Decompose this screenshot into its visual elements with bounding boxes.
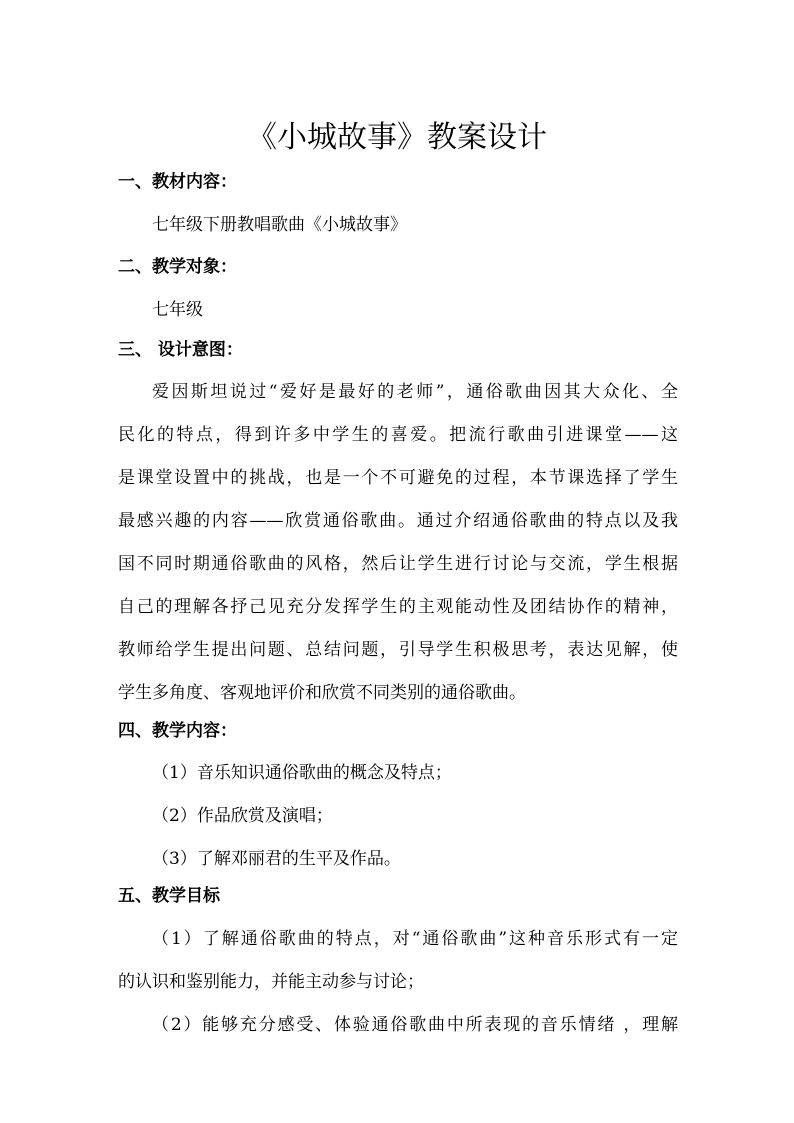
section-heading-teaching-audience: 二、教学对象： — [118, 257, 237, 277]
paragraph-line: 民化的特点，得到许多中学生的喜爱。把流行歌曲引进课堂——这 — [118, 425, 678, 445]
paragraph-line: 七年级 — [152, 300, 203, 320]
paragraph-line: 爱因斯坦说过“爱好是最好的老师”，通俗歌曲因其大众化、全 — [152, 382, 678, 402]
paragraph-line: 最感兴趣的内容——欣赏通俗歌曲。通过介绍通俗歌曲的特点以及我 — [118, 511, 678, 531]
paragraph-line: 的认识和鉴别能力，并能主动参与讨论； — [118, 972, 424, 992]
section-heading-teaching-material: 一、教材内容： — [118, 172, 237, 192]
paragraph-line: 国不同时期通俗歌曲的风格，然后让学生进行讨论与交流，学生根据 — [118, 554, 678, 574]
section-heading-design-intent: 三、 设计意图： — [118, 340, 243, 360]
paragraph-line: 自己的理解各抒己见充分发挥学生的主观能动性及团结协作的精神， — [118, 597, 678, 617]
paragraph-line: （1）了解通俗歌曲的特点，对“通俗歌曲”这种音乐形式有一定 — [152, 929, 678, 949]
list-item: （1）音乐知识通俗歌曲的概念及特点； — [152, 763, 452, 783]
paragraph-line: 是课堂设置中的挑战，也是一个不可避免的过程，本节课选择了学生 — [118, 468, 678, 488]
section-heading-teaching-goals: 五、教学目标 — [118, 886, 220, 906]
section-heading-teaching-content: 四、教学内容： — [118, 721, 237, 741]
paragraph-line: 学生多角度、客观地评价和欣赏不同类别的通俗歌曲。 — [118, 683, 526, 703]
paragraph-line: （2）能够充分感受、体验通俗歌曲中所表现的音乐情绪 ，理解 — [152, 1015, 678, 1035]
list-item: （2）作品欣赏及演唱； — [152, 806, 333, 826]
list-item: （3）了解邓丽君的生平及作品。 — [152, 849, 401, 869]
paragraph-line: 七年级下册教唱歌曲《小城故事》 — [152, 215, 407, 235]
page-title: 《小城故事》教案设计 — [247, 120, 547, 155]
paragraph-line: 教师给学生提出问题、总结问题，引导学生积极思考，表达见解，使 — [118, 640, 678, 660]
